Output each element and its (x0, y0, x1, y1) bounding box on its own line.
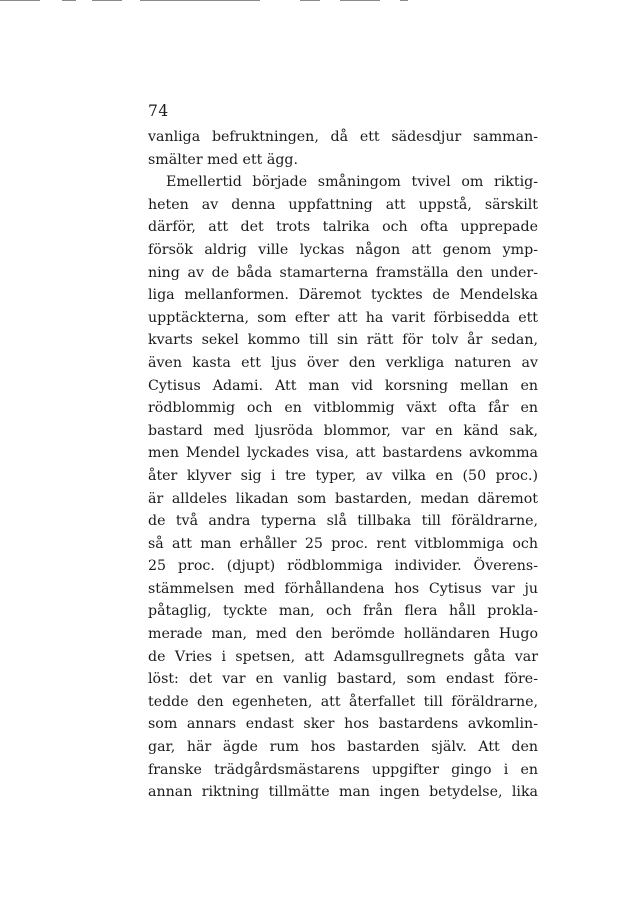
body-text (148, 126, 538, 804)
text-line: gar, här ägde rum hos bastarden själv. Att den (148, 739, 538, 756)
text-line: löst: det var en vanlig bastard, som endast före- (148, 671, 538, 688)
text-line: därför, att det trots talrika och ofta upprepade (148, 219, 538, 236)
text-line: kvarts sekel kommo till sin rätt för tolv år sedan, (148, 332, 538, 349)
text-line: rödblommig och en vitblommig växt ofta får en (148, 400, 538, 417)
text-line: upptäckterna, som efter att ha varit förbisedda ett (148, 309, 538, 326)
page-number: 74 (148, 102, 169, 120)
scan-top-edge (0, 0, 624, 3)
text-line: försök aldrig ville lyckas någon att genom ymp- (148, 241, 538, 258)
text-line: liga mellanformen. Däremot tycktes de Mendelska (148, 287, 538, 304)
text-line: franske trädgårdsmästarens uppgifter gingo i en (148, 761, 538, 778)
text-line: vanliga befruktningen, då ett sädesdjur samman- (148, 129, 538, 145)
text-line: påtaglig, tyckte man, och från flera håll prokla- (148, 603, 538, 620)
text-line: Emellertid började småningom tvivel om riktig- (166, 174, 538, 191)
text-line: de Vries i spetsen, att Adamsgullregnets gåta var (148, 648, 538, 665)
text-line: tedde den egenheten, att återfallet till föräldrarne, (148, 693, 538, 710)
text-line: bastard med ljusröda blommor, var en känd sak, (148, 422, 538, 439)
text-line: smälter med ett ägg. (148, 151, 299, 168)
text-line: så att man erhåller 25 proc. rent vitblommiga och (148, 535, 538, 552)
text-line: 25 proc. (djupt) rödblommiga individer. Överens- (148, 558, 538, 575)
text-line: merade man, med den berömde holländaren Hugo (148, 626, 538, 643)
text-line: de två andra typerna slå tillbaka till föräldrarne, (148, 513, 538, 530)
text-line: åter klyver sig i tre typer, av vilka en (50 proc.) (148, 467, 538, 484)
text-line: stämmelsen med förhållandena hos Cytisus var ju (148, 580, 538, 597)
text-line: men Mendel lyckades visa, att bastardens avkomma (148, 445, 538, 462)
text-line: är alldeles likadan som bastarden, medan däremot (148, 490, 538, 507)
text-line: som annars endast sker hos bastardens avkomlin- (148, 716, 538, 733)
text-line: heten av denna uppfattning att uppstå, särskilt (148, 196, 538, 213)
text-line: annan riktning tillmätte man ingen betydelse, lika (148, 784, 538, 801)
text-line: ning av de båda stamarterna framställa den under- (148, 264, 538, 281)
text-line: Cytisus Adami. Att man vid korsning mellan en (148, 377, 538, 394)
text-line: även kasta ett ljus över den verkliga naturen av (148, 354, 538, 371)
